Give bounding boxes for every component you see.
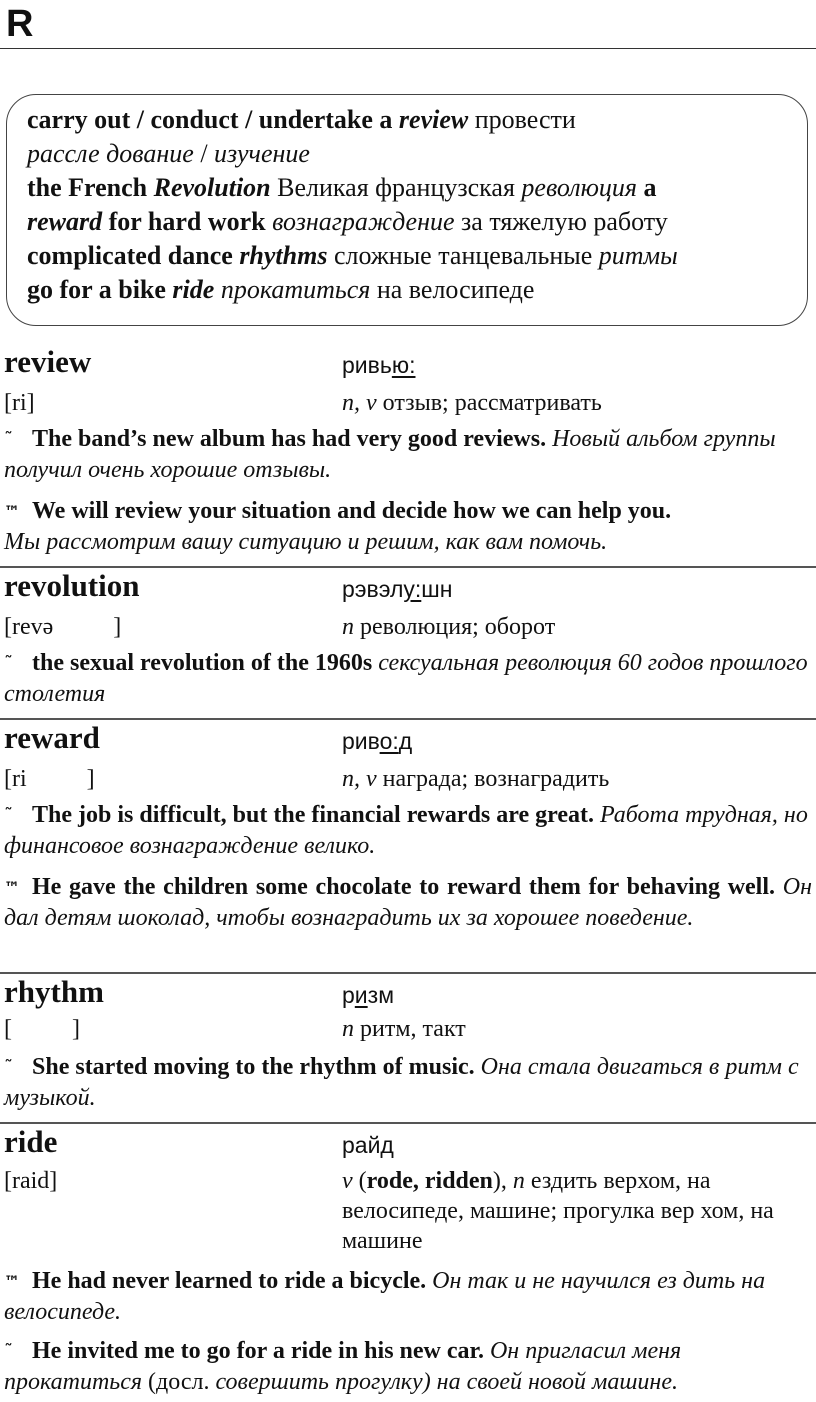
- example-marker: ˜: [4, 1057, 13, 1078]
- transcription: [ ]: [4, 1016, 80, 1042]
- collocation-keyword: Revolution: [153, 173, 271, 202]
- pron-part: зм: [367, 982, 395, 1008]
- definition-text: ),: [492, 1168, 513, 1194]
- collocation-keyword: rhythms: [239, 241, 328, 270]
- example: [4, 424, 812, 486]
- example-marker: ™: [4, 878, 20, 897]
- example-en: He gave the children some chocolate to reward them for behaving well.: [32, 874, 776, 900]
- example-ru: Мы рассмотрим вашу ситуацию и решим, как вам помочь.: [4, 529, 608, 555]
- example-en: the sexual revolution of the 1960s: [32, 650, 373, 676]
- collocation-ru: сложные танцевальные: [327, 241, 599, 270]
- collocation-ru-keyword: революция: [521, 173, 638, 202]
- pronunciation: [342, 726, 412, 756]
- example: [4, 800, 812, 862]
- collocation-line-5: [27, 239, 787, 273]
- headword: reward: [4, 720, 100, 755]
- pron-part: р: [342, 982, 355, 1008]
- example-ru: совершить прогулку: [215, 1369, 423, 1395]
- collocation-ru: на велосипеде: [370, 275, 535, 304]
- definition-text: отзыв; рассматривать: [376, 390, 602, 416]
- headword: review: [4, 344, 92, 379]
- collocation-ru: изучение: [214, 139, 310, 168]
- page-letter: R: [6, 3, 34, 45]
- example-marker: ˜: [4, 805, 13, 826]
- collocation-ru-keyword: ритмы: [598, 241, 678, 270]
- collocation-line-2: [27, 137, 787, 171]
- pron-stress: и: [354, 982, 368, 1008]
- pronunciation: [342, 980, 394, 1010]
- part-of-speech: v: [342, 1168, 353, 1194]
- headword: rhythm: [4, 974, 104, 1009]
- example-en: He invited me to go for a ride in his new car.: [32, 1338, 484, 1364]
- pron-stress: ю:: [391, 352, 416, 378]
- transcription: [ri]: [4, 390, 35, 416]
- example-marker: ™: [4, 502, 20, 521]
- collocation-ru-keyword: вознаграждение: [272, 207, 455, 236]
- example-ru: ) на своей новой машине.: [422, 1369, 678, 1395]
- definition: [342, 612, 802, 642]
- collocation-en: for hard work: [102, 207, 273, 236]
- example-ru: Работа трудная, но финансовое вознаграждение велико.: [4, 802, 808, 859]
- example-ru: Она стала двигаться в ритм с музыкой.: [4, 1054, 799, 1111]
- example-marker: ˜: [4, 1341, 13, 1362]
- example-ru: Он так и не научился ез дить на велосипеде.: [4, 1268, 766, 1325]
- headword: revolution: [4, 568, 140, 603]
- example-en: She started moving to the rhythm of music.: [32, 1054, 475, 1080]
- collocation-ru: Великая французская: [270, 173, 522, 202]
- collocation-ru-keyword: прокатиться: [220, 275, 371, 304]
- collocation-en: go for a bike: [27, 275, 173, 304]
- example: [4, 1266, 812, 1328]
- definition-text: ездить верхом, на велосипеде, машине; прогулка вер хом, на машине: [342, 1168, 774, 1254]
- pron-part: шн: [421, 576, 453, 602]
- entry-divider: [0, 1122, 816, 1124]
- collocations-text: [27, 103, 787, 307]
- collocation-en: complicated dance: [27, 241, 240, 270]
- definition-text: награда; вознаградить: [376, 766, 610, 792]
- pronunciation: [342, 574, 452, 604]
- collocation-line-6: [27, 273, 787, 307]
- example-ru-note: (досл.: [142, 1369, 216, 1395]
- collocation-ru: рассле дование: [27, 139, 194, 168]
- definition: [342, 388, 802, 418]
- pronunciation: райд: [342, 1132, 394, 1158]
- example-en: We will review your situation and decide how we can help you.: [32, 498, 672, 524]
- part-of-speech: n, v: [342, 766, 377, 792]
- example-ru: Он дал детям шоколад, чтобы вознаградить их за хорошее поведение.: [4, 874, 812, 931]
- collocation-keyword: ride: [172, 275, 215, 304]
- example: [4, 872, 812, 934]
- definition-text: (: [352, 1168, 367, 1194]
- example-en: The job is difficult, but the financial rewards are great.: [32, 802, 594, 828]
- entry-divider: [0, 972, 816, 974]
- collocation-ru: провести: [468, 105, 576, 134]
- part-of-speech: n: [512, 1168, 525, 1194]
- part-of-speech: n, v: [342, 390, 377, 416]
- verb-forms: rode, ridden: [366, 1168, 493, 1194]
- example: [4, 1052, 812, 1114]
- example: [4, 1336, 812, 1398]
- collocation-en: a: [637, 173, 657, 202]
- entry-divider: [0, 718, 816, 720]
- pron-part: рэвэл: [342, 576, 404, 602]
- example-marker: ™: [4, 1272, 20, 1291]
- example-ru: Новый альбом группы получил очень хорошие отзывы.: [4, 426, 776, 483]
- example-ru: Он пригласил меня прокатиться: [4, 1338, 682, 1395]
- collocation-en: carry out / conduct / undertake a: [27, 105, 399, 134]
- example-ru: сексуальная революция 60 годов прошлого столетия: [4, 650, 808, 707]
- example-en: The band’s new album has had very good reviews.: [32, 426, 547, 452]
- pron-part: ривь: [342, 352, 392, 378]
- example: [4, 648, 812, 710]
- definition: [342, 1166, 802, 1256]
- collocation-keyword: reward: [27, 207, 103, 236]
- definition: [342, 1014, 802, 1044]
- headword: ride: [4, 1124, 58, 1159]
- pron-stress: у:: [403, 576, 422, 602]
- pronunciation: [342, 350, 415, 380]
- example-en: He had never learned to ride a bicycle.: [32, 1268, 427, 1294]
- collocation-line-4: [27, 205, 787, 239]
- pron-part: д: [398, 728, 413, 754]
- top-divider: [0, 48, 816, 49]
- part-of-speech: n: [342, 1016, 354, 1042]
- collocation-line-3: [27, 171, 787, 205]
- collocations-box: [6, 94, 808, 326]
- part-of-speech: n: [342, 614, 354, 640]
- transcription: [revə ]: [4, 614, 122, 640]
- transcription: [raid]: [4, 1168, 58, 1194]
- collocation-ru: за тяжелую работу: [454, 207, 668, 236]
- transcription: [ri ]: [4, 766, 95, 792]
- collocation-en: the French: [27, 173, 154, 202]
- pron-part: рив: [342, 728, 380, 754]
- pron-stress: о:: [379, 728, 399, 754]
- example-marker: ˜: [4, 429, 13, 450]
- collocation-sep: /: [193, 139, 215, 168]
- definition-text: ритм, такт: [354, 1016, 466, 1042]
- example-marker: ˜: [4, 653, 13, 674]
- example: [4, 496, 812, 558]
- collocation-keyword: review: [398, 105, 469, 134]
- collocation-line-1: [27, 103, 787, 137]
- definition: [342, 764, 802, 794]
- definition-text: революция; оборот: [354, 614, 556, 640]
